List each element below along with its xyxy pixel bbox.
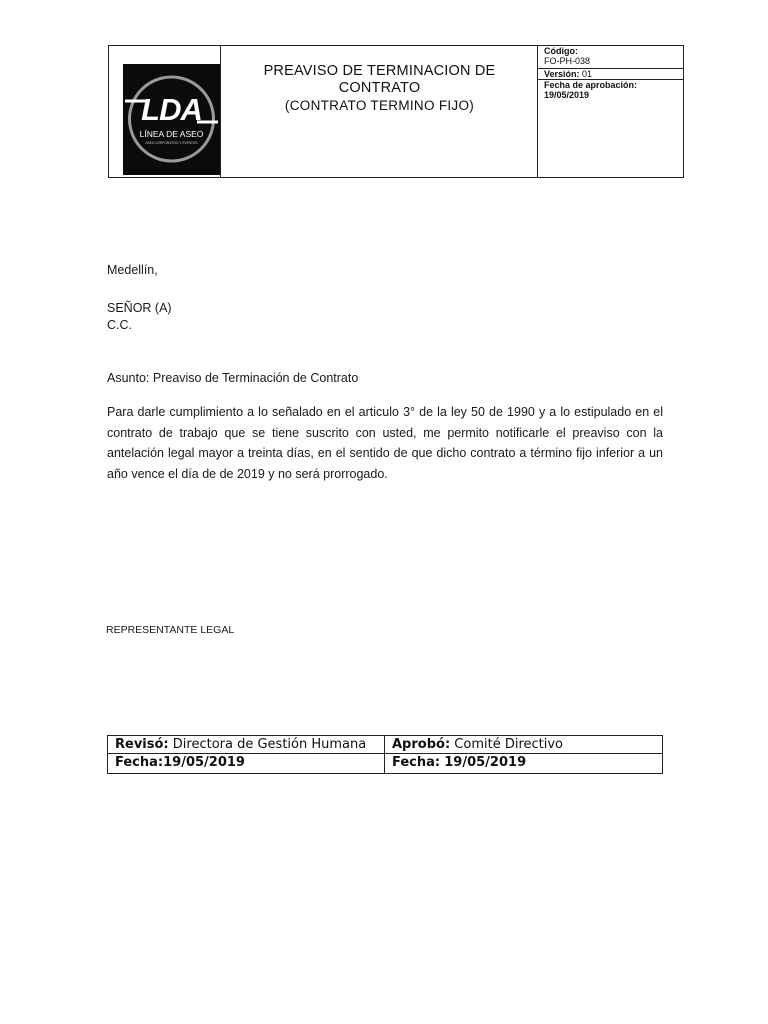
reviso-value: Directora de Gestión Humana [172, 737, 367, 752]
fecha-reviso-label: Fecha: [115, 755, 164, 770]
fecha-aprobo-cell [385, 754, 662, 773]
cc-line: C.C. [107, 318, 132, 332]
metadata-cell [538, 46, 683, 177]
logo-cell [109, 46, 221, 177]
paragraph-line: contrato de trabajo que se tiene suscrito con usted, me permito notificarle el preaviso con la [107, 425, 663, 440]
paragraph-line: antelación legal mayor a treinta días, en el sentido de que dicho contrato a término fijo inferior a un [107, 446, 663, 460]
codigo-row [538, 46, 683, 69]
company-logo [123, 64, 220, 175]
recipient-line: SEÑOR (A) [107, 301, 172, 315]
fecha-row [538, 80, 683, 177]
aprobo-value: Comité Directivo [454, 737, 564, 752]
fecha-aprobo-value: 19/05/2019 [444, 755, 527, 770]
logo-tagline: ASEO CORPORATIVO Y EVENTOS [145, 141, 198, 145]
title-cell [221, 46, 538, 177]
reviso-label: Revisó: [115, 737, 169, 752]
paragraph-line: Para darle cumplimiento a lo señalado en el articulo 3° de la ley 50 de 1990 y a lo estipulado en el [107, 405, 663, 419]
version-label: Versión: [544, 69, 580, 79]
version-row [538, 69, 683, 80]
codigo-value: FO-PH-038 [544, 56, 591, 66]
codigo-label: Código: [544, 46, 578, 56]
fecha-label: Fecha de aprobación: [544, 80, 638, 90]
reviso-cell [108, 736, 385, 754]
aprobo-cell [385, 736, 662, 754]
version-value: 01 [582, 69, 593, 79]
fecha-value: 19/05/2019 [544, 90, 590, 100]
notice-paragraph [107, 402, 663, 484]
approval-table [107, 735, 663, 774]
document-header [108, 45, 684, 178]
title-line-2: CONTRATO [338, 80, 421, 96]
logo-emblem-icon [123, 64, 220, 175]
aprobo-label: Aprobó: [392, 737, 451, 752]
document-title [221, 63, 538, 97]
fecha-reviso-cell [108, 754, 385, 773]
signature-label: REPRESENTANTE LEGAL [106, 624, 235, 636]
title-line-1: PREAVISO DE TERMINACION DE [263, 63, 496, 79]
logo-mark: LDA [141, 92, 202, 127]
document-subtitle: (CONTRATO TERMINO FIJO) [284, 98, 475, 113]
paragraph-line: año vence el día de de 2019 y no será prorrogado. [107, 466, 388, 481]
logo-brand: LÍNEA DE ASEO [139, 129, 204, 139]
subject-line: Asunto: Preaviso de Terminación de Contrato [107, 371, 359, 385]
city-line: Medellín, [107, 263, 158, 277]
fecha-aprobo-label: Fecha: [392, 755, 441, 770]
fecha-reviso-value: 19/05/2019 [163, 755, 245, 770]
